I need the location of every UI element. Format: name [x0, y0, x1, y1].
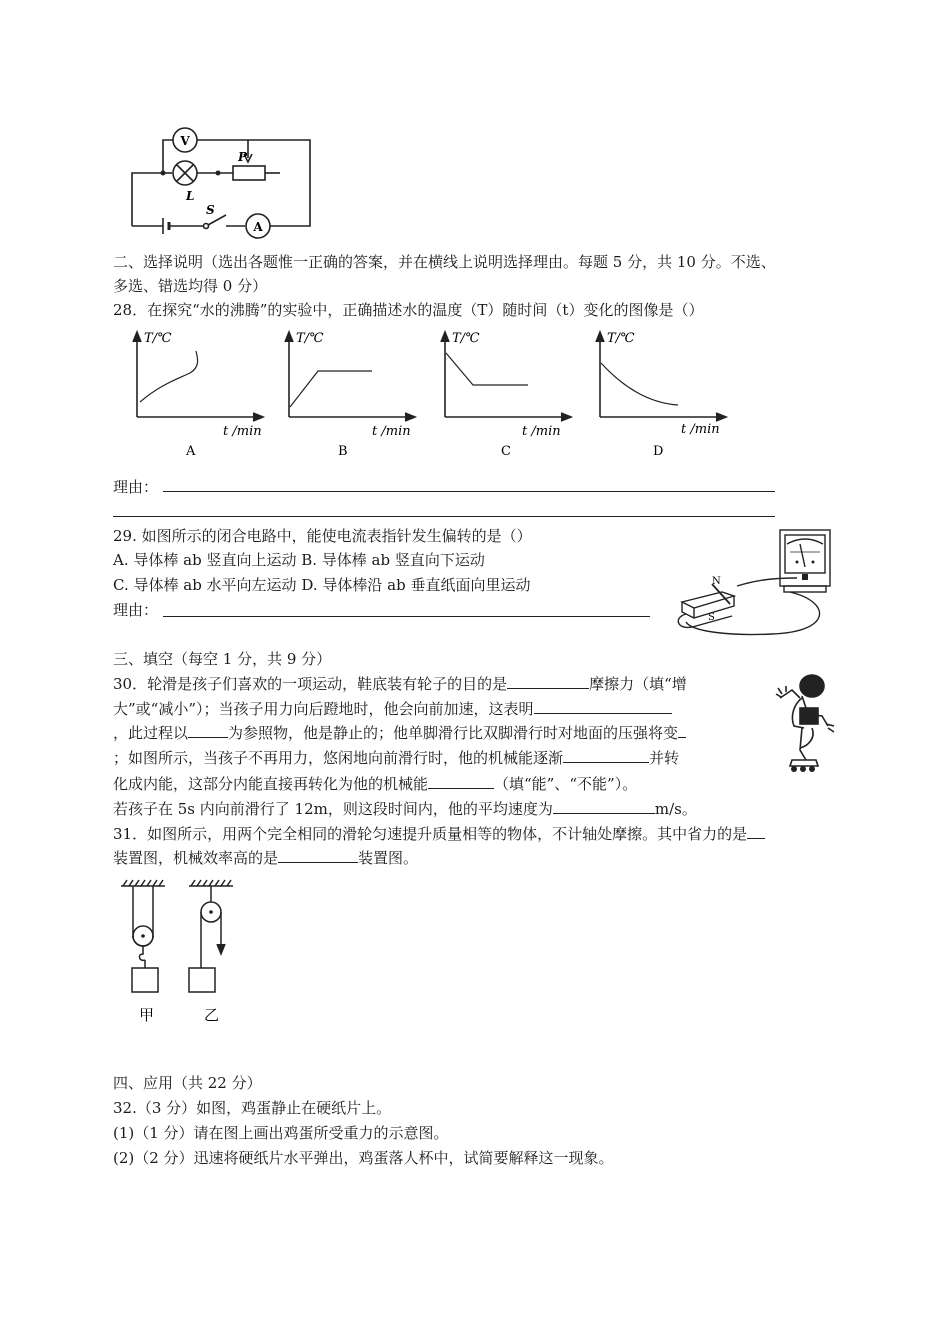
q28-reason-label: 理由：	[113, 478, 159, 496]
graph-c-xaxis: t /min	[522, 424, 561, 439]
q29-options-cd: C. 导体棒 ab 水平向左运动 D. 导体棒沿 ab 垂直纸面向里运动	[113, 576, 531, 594]
graph-b-yaxis: T/℃	[296, 331, 324, 346]
section3-heading: 三、填空（每空 1 分，共 9 分）	[113, 650, 332, 668]
slider-label: P	[238, 150, 248, 164]
voltmeter-label: V	[180, 134, 190, 148]
lamp-label: L	[186, 189, 195, 203]
graph-a-yaxis: T/℃	[144, 331, 172, 346]
graph-a	[120, 325, 270, 460]
q29-reason-label: 理由：	[113, 601, 159, 619]
q30-text-3a: ，此过程以	[113, 724, 189, 742]
graph-a-option: A	[186, 444, 196, 459]
circuit-diagram	[118, 118, 318, 243]
q28-text: 28．在探究“水的沸腾”的实验中，正确描述水的温度（T）随时间（t）变化的图像是（）	[113, 301, 704, 319]
graph-b-xaxis: t /min	[372, 424, 411, 439]
pulley-jia-label: 甲	[139, 1006, 155, 1024]
q29-text: 29. 如图所示的闭合电路中，能使电流表指针发生偏转的是（）	[113, 527, 532, 545]
q32-part-1: (1)（1 分）请在图上画出鸡蛋所受重力的示意图。	[113, 1124, 449, 1142]
graph-d	[583, 325, 733, 460]
magnet-n-label: N	[712, 576, 721, 587]
q30-text-1b: 摩擦力（填“增	[589, 675, 687, 693]
q30-blank-1[interactable]	[507, 674, 589, 689]
graph-c-yaxis: T/℃	[452, 331, 480, 346]
q30-line-2	[113, 698, 672, 720]
graph-c	[428, 325, 578, 460]
graph-d-yaxis: T/℃	[607, 331, 635, 346]
q30-blank-3[interactable]	[188, 723, 228, 738]
section4-heading: 四、应用（共 22 分）	[113, 1074, 262, 1092]
q31-text-1: 31．如图所示，用两个完全相同的滑轮匀速提升质量相等的物体，不计轴处摩擦。其中省力的是	[113, 825, 748, 843]
ammeter-label: A	[253, 220, 263, 234]
graph-c-option: C	[501, 444, 511, 459]
q31-text-2b: 装置图。	[358, 849, 419, 867]
q28-reason-line-1[interactable]	[163, 491, 775, 492]
section2-heading-2: 多选、错选均得 0 分）	[113, 277, 268, 295]
graph-b	[272, 325, 422, 460]
q30-text-4a: ；如图所示，当孩子不再用力，悠闲地向前滑行时，他的机械能逐渐	[113, 749, 564, 767]
q31-text-2a: 装置图，机械效率高的是	[113, 849, 279, 867]
graph-d-option: D	[653, 444, 664, 459]
q30-text-3b: 为参照物，他是静止的；他单脚滑行比双脚滑行时对地面的压强将变	[228, 724, 679, 742]
q31-line-1	[113, 823, 765, 845]
roller-skater-figure	[772, 668, 842, 776]
q30-text-4b: 并转	[649, 749, 680, 767]
q29-reason-line[interactable]	[163, 616, 650, 617]
pulley-yi-label: 乙	[204, 1006, 220, 1024]
galvanometer-figure	[672, 522, 847, 637]
q30-text-6b: m/s。	[654, 800, 697, 818]
section2-heading-1: 二、选择说明（选出各题惟一正确的答案，并在横线上说明选择理由。每题 5 分，共 10 分。不选、	[113, 253, 776, 271]
graph-d-xaxis: t /min	[681, 422, 720, 437]
q30-text-5b: （填“能”、“不能”）。	[494, 775, 638, 793]
magnet-s-label: S	[708, 612, 715, 623]
q30-text-1a: 30．轮滑是孩子们喜欢的一项运动，鞋底装有轮子的目的是	[113, 675, 508, 693]
pulley-figure	[115, 878, 240, 1028]
graph-b-option: B	[338, 444, 348, 459]
q28-reason-line-2[interactable]	[113, 516, 775, 517]
q30-blank-6[interactable]	[428, 774, 494, 789]
q30-text-5a: 化成内能，这部分内能直接再转化为他的机械能	[113, 775, 429, 793]
q30-line-6	[113, 798, 697, 820]
graph-a-xaxis: t /min	[223, 424, 262, 439]
q30-blank-2[interactable]	[534, 699, 672, 714]
q30-line-4	[113, 747, 679, 769]
q30-blank-4[interactable]	[678, 723, 686, 738]
q29-options-ab: A. 导体棒 ab 竖直向上运动 B. 导体棒 ab 竖直向下运动	[113, 551, 485, 569]
q30-line-1	[113, 673, 687, 695]
q30-line-3	[113, 722, 686, 744]
q31-line-2	[113, 847, 418, 869]
q32-part-2: (2)（2 分）迅速将硬纸片水平弹出，鸡蛋落人杯中，试简要解释这一现象。	[113, 1149, 614, 1167]
q30-text-2: 大”或“减小”）；当孩子用力向后蹬地时，他会向前加速，这表明	[113, 700, 534, 718]
q30-blank-7[interactable]	[553, 799, 655, 814]
switch-label: S	[206, 203, 215, 217]
q30-blank-5[interactable]	[563, 748, 649, 763]
q32-text: 32.（3 分）如图，鸡蛋静止在硬纸片上。	[113, 1099, 392, 1117]
q31-blank-2[interactable]	[278, 848, 358, 863]
q30-line-5	[113, 773, 637, 795]
q31-blank-1[interactable]	[747, 824, 765, 839]
q30-text-6a: 若孩子在 5s 内向前滑行了 12m，则这段时间内，他的平均速度为	[113, 800, 553, 818]
